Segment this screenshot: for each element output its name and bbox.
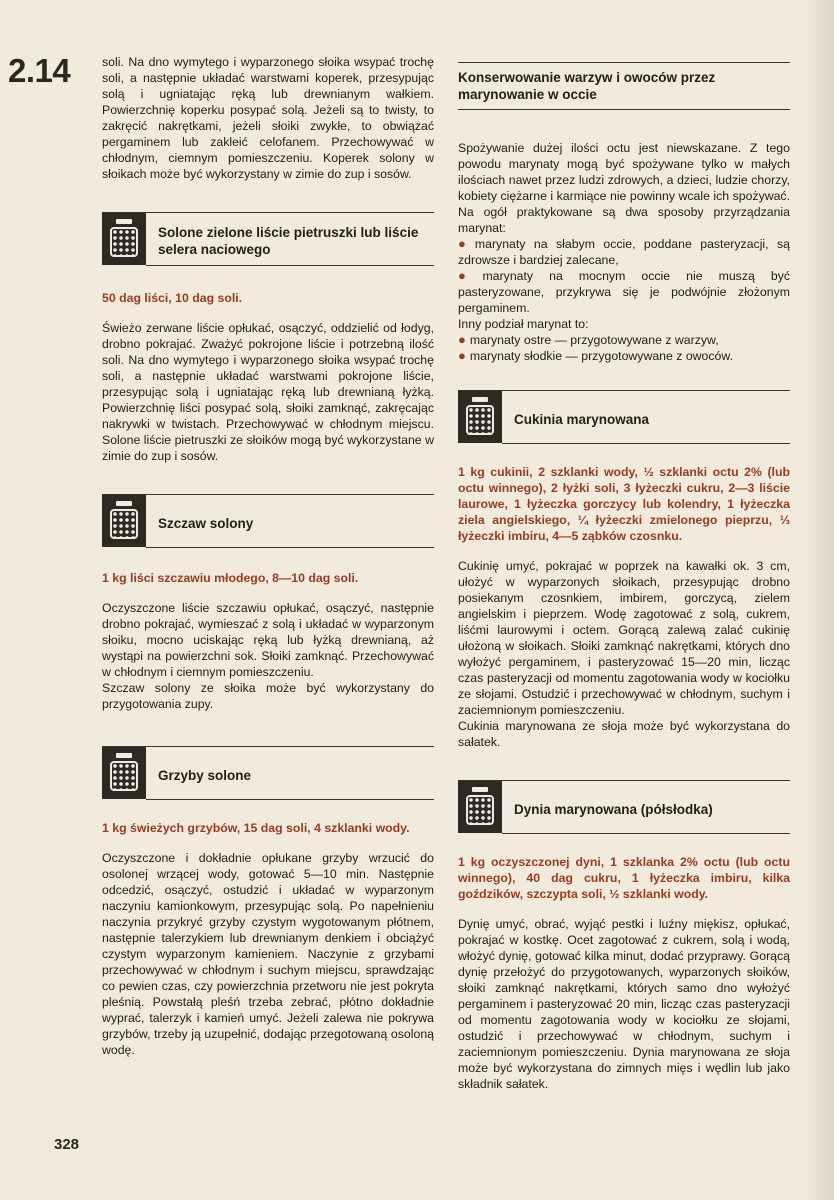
bullet-icon: ●	[458, 348, 466, 363]
recipe-ingredients: 1 kg świeżych grzybów, 15 dag soli, 4 szklanki wody.	[102, 821, 410, 835]
divider	[146, 547, 434, 548]
info-paragraph: Spożywanie dużej ilości octu jest niewskazane. Z tego powodu marynaty mogą być spożywane tylko w małych ilościach nawet przez ludzi zdrowych, a dzieci, ludzie chorzy, kobiety ciężarne i karmiące nie powinny wcale ich spożywać. Na ogół praktykowane są dwa sposoby przyrządzania marynat:	[458, 141, 790, 235]
info-box-text	[458, 140, 790, 364]
recipe-ingredients: 1 kg cukinii, 2 szklanki wody, ½ szklanki octu 2% (lub octu winnego), 2 łyżki soli, 3 łyżeczki cukru, 2—3 liście laurowe, 1 łyżeczka gorczycy lub kolendry, 1 łyżeczka ziela angielskiego, ¼ łyżeczki zmielonego pieprzu, ⅓ łyżeczki imbiru, 4—5 ząbków czosnku.	[458, 465, 790, 543]
bullet-item	[458, 268, 790, 316]
bullet-item	[458, 332, 790, 348]
recipe-paragraph: Cukinia marynowana ze słoja może być wykorzystana do sałatek.	[458, 719, 790, 749]
recipe-text	[102, 600, 434, 712]
recipe-text	[458, 916, 790, 1092]
recipe-header-parsley	[102, 212, 434, 265]
recipe-ingredients: 50 dag liści, 10 dag soli.	[102, 291, 243, 305]
recipe-title: Dynia marynowana (półsłodka)	[514, 801, 713, 817]
bullet-item	[458, 236, 790, 268]
recipe-title: Szczaw solony	[158, 515, 254, 531]
bullet-text: marynaty ostre — przygotowywane z warzyw,	[469, 333, 719, 347]
bullet-icon: ●	[458, 268, 479, 283]
jar-icon	[458, 391, 502, 443]
recipe-title: Solone zielone liście pietruszki lub liście selera naciowego	[158, 225, 419, 257]
recipe-paragraph: Dynię umyć, obrać, wyjąć pestki i luźny miękisz, opłukać, pokrajać w kostkę. Ocet zagotować z cukrem, solą i wodą, włożyć dynię, gotować kilka minut, dodać przyprawy. Gorącą dynię przełożyć do przygotowanych, wyparzonych słoików, słoiki zamknąć nakrętkami, których samo dno wyłożyć pergaminem i pasteryzować 20 min, licząc czas pasteryzacji od momentu zagotowania wody w kociołku ze słojami, ostudzić i przechowywać w chłodnym, suchym i zaciemnionym pomieszczeniu. Dynia marynowana ze słoja może być wykorzystana do zimnych mięs i wędlin lub jako składnik sałatek.	[458, 917, 790, 1091]
recipe-header-sorrel	[102, 494, 434, 547]
bullet-icon: ●	[458, 236, 471, 251]
recipe-paragraph: Cukinię umyć, pokrajać w poprzek na kawałki ok. 3 cm, ułożyć w wyparzonych słoikach, przesypując drobno posiekanym czosnkiem, imbirem, gorczycą, zielem angielskim i pieprzem. Wodę zagotować z solą, cukrem, liśćmi laurowymi i octem. Gorącą zalewą zalać cukinię ułożoną w słoikach. Słoiki zamknąć nakrętkami, których dno wyłożyć pergaminem, i pasteryzować 15—20 min, licząc czas pasteryzacji od momentu zagotowania wody w kociołku ze słojami. Ostudzić i przechowywać w chłodnym, suchym i zaciemnionym pomieszczeniu.	[458, 559, 790, 717]
recipe-text	[102, 850, 434, 1058]
divider	[502, 443, 790, 444]
jar-icon	[102, 495, 146, 547]
recipe-text	[102, 320, 434, 464]
divider	[502, 833, 790, 834]
recipe-ingredients: 1 kg oczyszczonej dyni, 1 szklanka 2% octu (lub octu winnego), 40 dag cukru, 1 łyżeczka imbiru, kilka goździków, szczypta soli, ½ szklanki wody.	[458, 855, 790, 901]
bullet-item	[458, 348, 790, 364]
left-column	[102, 54, 434, 1058]
jar-icon	[458, 781, 502, 833]
bullet-icon: ●	[458, 332, 466, 347]
page-number: 328	[54, 1136, 80, 1153]
info-paragraph: Inny podział marynat to:	[458, 317, 589, 331]
jar-icon	[102, 747, 146, 799]
section-number: 2.14	[8, 52, 71, 89]
recipe-title: Grzyby solone	[158, 767, 252, 783]
bullet-text: marynaty na słabym occie, poddane pasteryzacji, są zdrowsze i bardziej zalecane,	[458, 237, 790, 267]
right-column	[458, 62, 790, 1092]
recipe-paragraph: Świeżo zerwane liście opłukać, osączyć, oddzielić od łodyg, drobno pokrajać. Zważyć pokrojone liście i potrzebną ilość soli. Na dno wymytego i wyparzonego słoika wsypać trochę soli, a następnie układać warstwami pokrojone liście, przesypując solą i ugniatając ręką lub drewnianą łyżką. Powierzchnię liści posypać solą, słoiki zamknąć, zakręcając nakrywki w twistach. Przechowywać w chłodnym miejscu. Solone liście pietruszki ze słoików mogą być wykorzystane w zimie do zup i sosów.	[102, 321, 434, 463]
page-edge-shadow	[806, 0, 834, 1200]
divider	[146, 265, 434, 266]
recipe-paragraph: Oczyszczone i dokładnie opłukane grzyby wrzucić do osolonej wrzącej wody, gotować 5—10 min. Następnie odcedzić, osączyć, ostudzić i układać w wyparzonym naczyniu kamionkowym, przesypując solą. Po napełnieniu naczynia przykryć grzyby czystym wygotowanym płótnem, następnie talerzykiem lub drewnianym denkiem i obciążyć czystym wyparzonym kamieniem. Naczynie z grzybami przechowywać w chłodnym i suchym miejscu, sprawdzając co pewien czas, czy powierzchnia przetworu nie jest pokryta pleśnią. Powstałą pleśń trzeba zebrać, płótno dokładnie wyprać, talerzyk i kamień umyć. Jeżeli zalewa nie pokrywa grzybów, trzeby ją uzupełnić, dodając przegotowaną osoloną wodę.	[102, 851, 434, 1057]
intro-text: soli. Na dno wymytego i wyparzonego słoika wsypać trochę soli, a następnie układać warstwami koperek, przesypując solą i ugniatając ręką lub drewnianym wałkiem. Powierzchnię koperku posypać solą. Jeżeli są to twisty, to zakręcić nakrętkami, jeżeli słoiki zwykłe, to obwiązać pergaminem lub zakleić celofanem. Przechowywać w chłodnym, ciemnym pomieszczeniu. Koperek solony w słoikach może być wykorzystany w zimie do zup i sosów.	[102, 55, 434, 181]
recipe-paragraph: Oczyszczone liście szczawiu opłukać, osączyć, następnie drobno pokrajać, wymieszać z solą i układać w wyparzonym słoiku, mocno uciskając ręką lub łyżką drewnianą, aż wystąpi na powierzchni sok. Słoiki zamknąć. Przechowywać w chłodnym i ciemnym pomieszczeniu.	[102, 601, 434, 679]
jar-icon	[102, 213, 146, 265]
divider	[146, 799, 434, 800]
recipe-text	[458, 558, 790, 750]
recipe-ingredients: 1 kg liści szczawiu młodego, 8—10 dag soli.	[102, 571, 359, 585]
recipe-header-mushrooms	[102, 746, 434, 799]
recipe-title: Cukinia marynowana	[514, 411, 650, 427]
info-box-title: Konserwowanie warzyw i owoców przez marynowanie w occie	[458, 62, 790, 110]
recipe-header-zucchini	[458, 390, 790, 443]
recipe-paragraph: Szczaw solony ze słoika może być wykorzystany do przygotowania zupy.	[102, 681, 434, 711]
bullet-text: marynaty na mocnym occie nie muszą być pasteryzowane, przykrywa się je podwójnie złożonym pergaminem.	[458, 269, 790, 315]
bullet-text: marynaty słodkie — przygotowywane z owoców.	[469, 349, 733, 363]
recipe-header-pumpkin	[458, 780, 790, 833]
intro-paragraph	[102, 54, 434, 182]
